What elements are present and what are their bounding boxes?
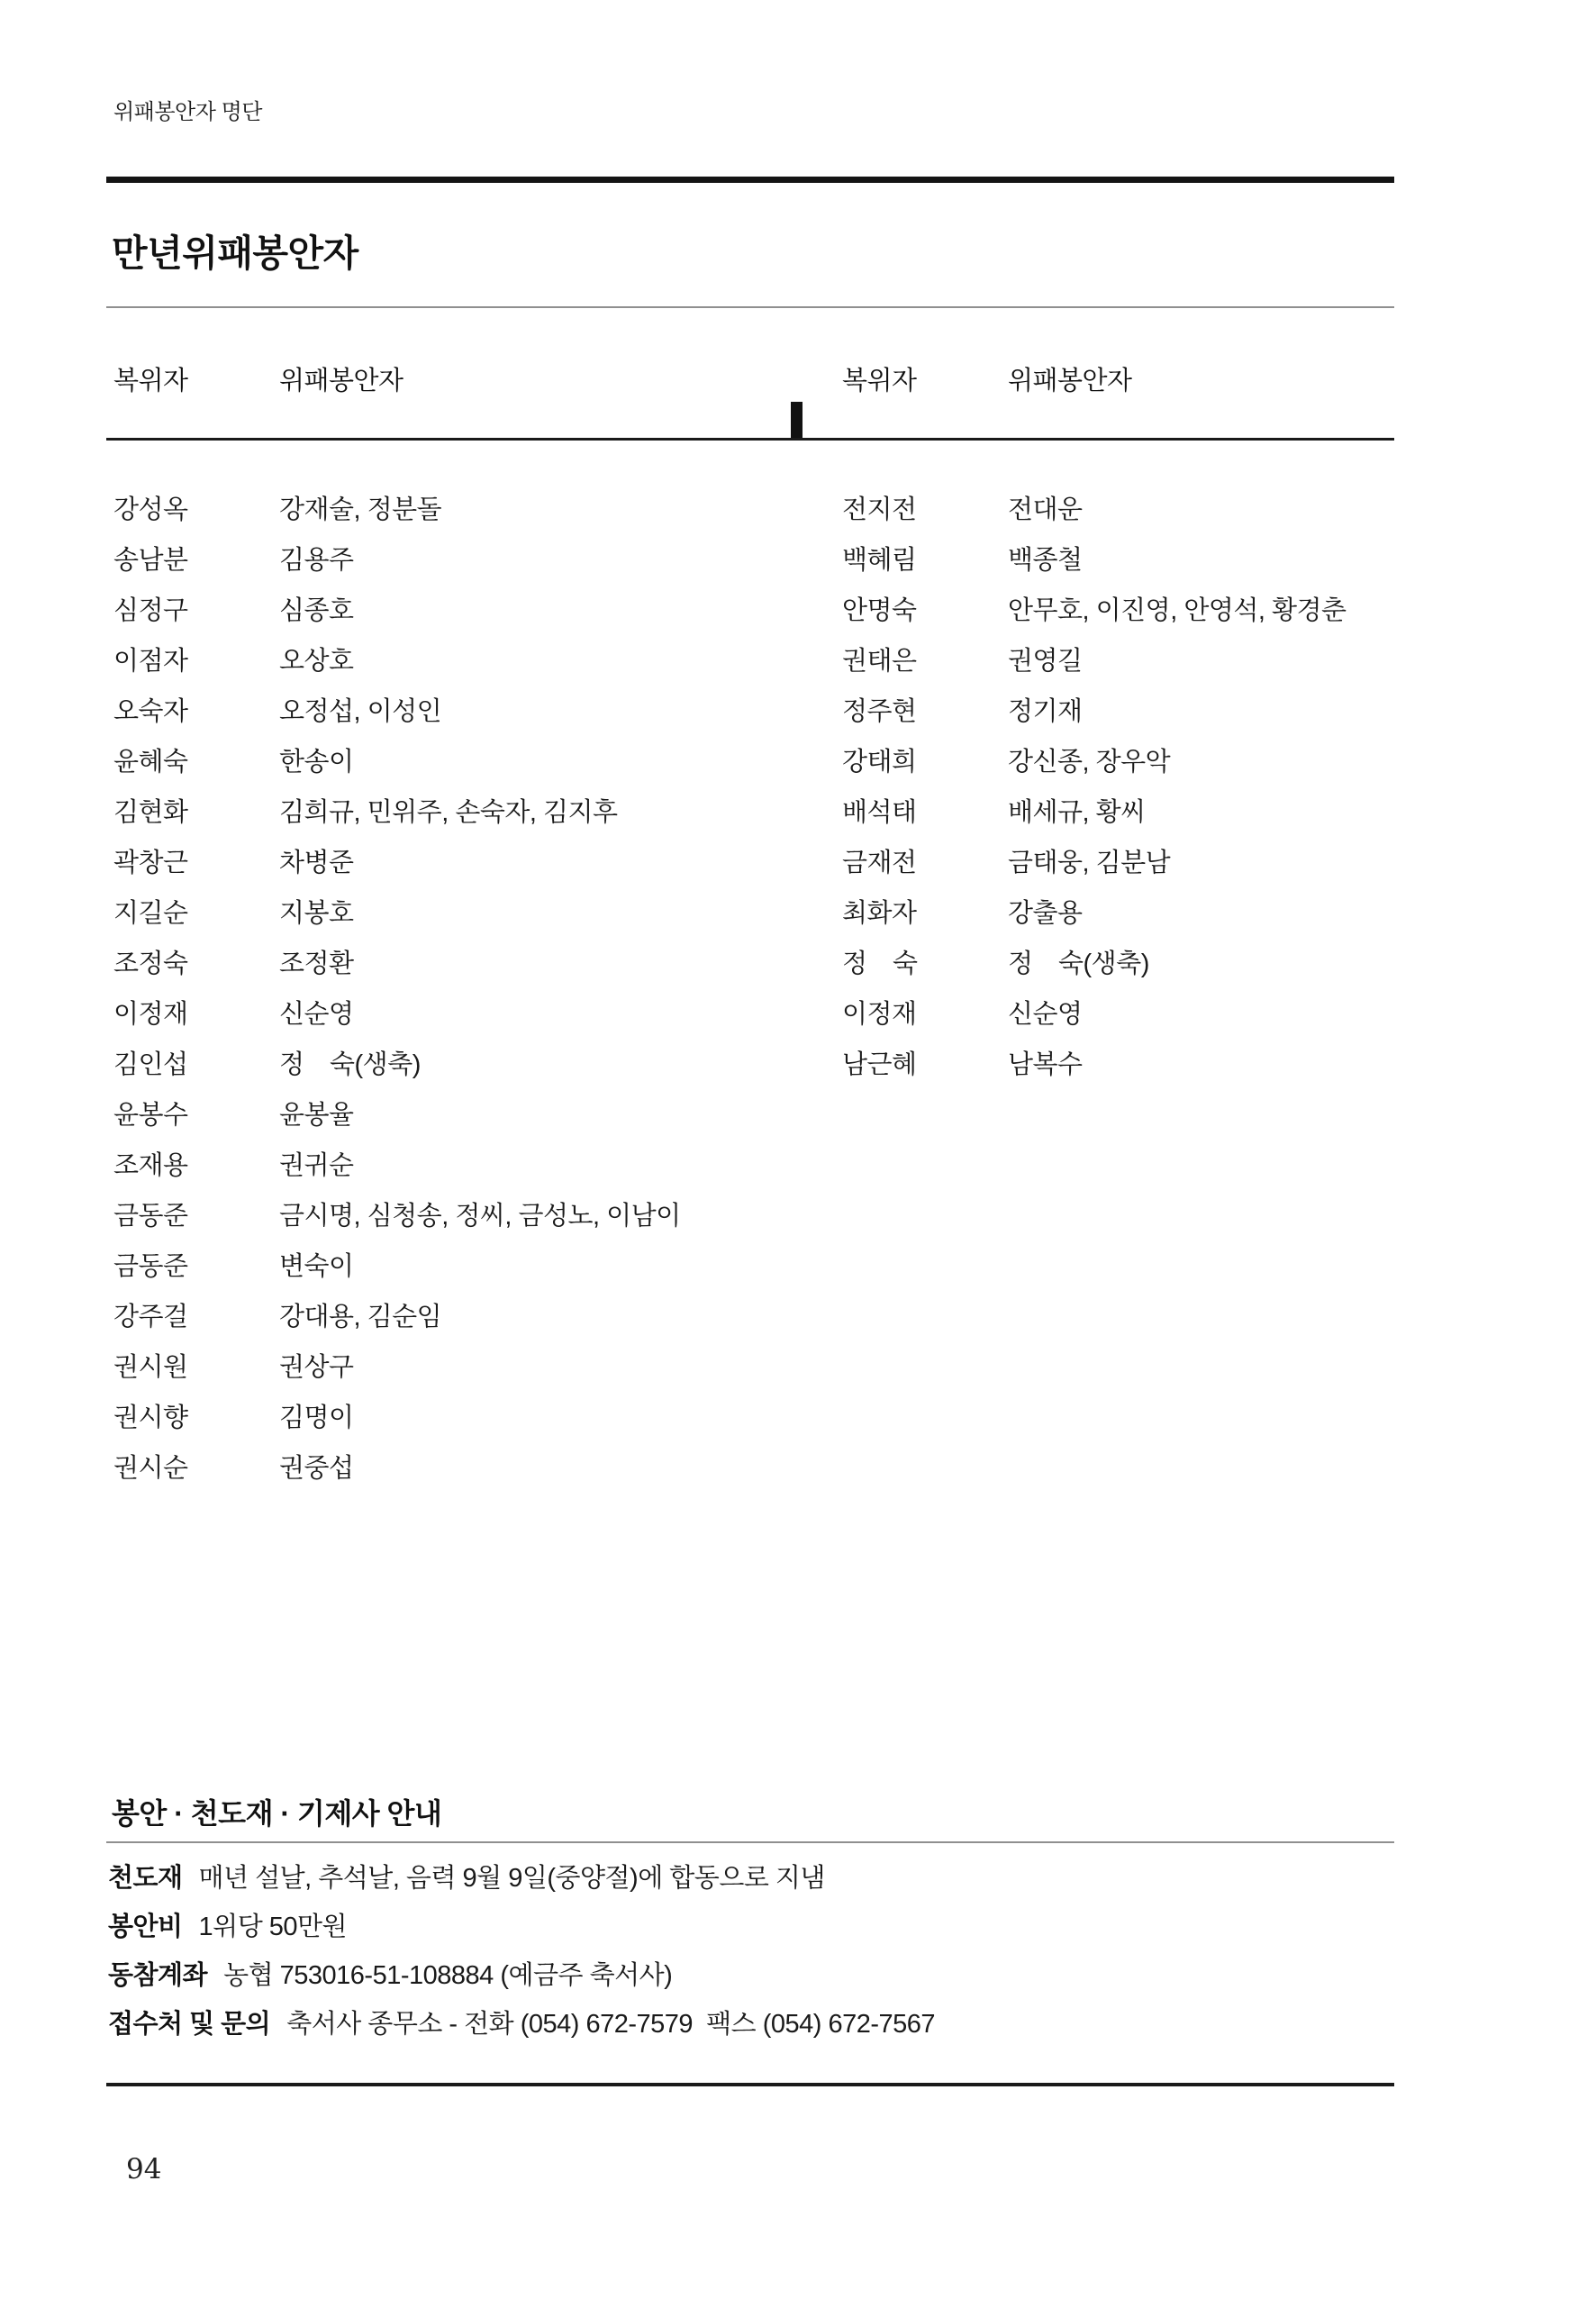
enshrined-names: 김희규, 민위주, 손숙자, 김지후 (279, 798, 618, 827)
top-rule (106, 177, 1394, 183)
enshrined-names: 남복수 (1008, 1050, 1083, 1079)
enshrined-names: 정기재 (1008, 697, 1083, 726)
notice-title: 봉안 · 천도재 · 기제사 안내 (112, 1797, 442, 1830)
sponsor-name: 배석태 (842, 798, 917, 827)
enshrined-names: 강출용 (1008, 899, 1083, 928)
sponsor-name: 오숙자 (113, 697, 188, 726)
table-row (842, 939, 1347, 989)
table-row (113, 1443, 681, 1494)
section-title: 만년위패봉안자 (112, 232, 358, 274)
sponsor-name: 백혜림 (842, 546, 917, 575)
table-row (113, 1342, 681, 1393)
enshrined-names: 백종철 (1008, 546, 1083, 575)
enshrined-names: 강대용, 김순임 (279, 1303, 442, 1331)
notice-item-text: 축서사 종무소 - 전화 (054) 672-7579 팩스 (054) 672-7567 (286, 2010, 936, 2039)
notice-item (108, 2000, 935, 2049)
enshrined-names: 지봉호 (279, 899, 354, 928)
sponsor-name: 김현화 (113, 798, 188, 827)
table-row (842, 989, 1347, 1040)
notice-item-label: 접수처 및 문의 (108, 2010, 271, 2039)
name-list-right-column (842, 485, 1347, 1090)
sponsor-name: 권시원 (113, 1353, 188, 1382)
enshrined-column-header: 위패봉안자 (279, 367, 404, 395)
enshrined-names: 오정섭, 이성인 (279, 697, 442, 726)
enshrined-names: 변숙이 (279, 1252, 354, 1281)
sponsor-name: 이정재 (113, 1000, 188, 1029)
notice-lines (108, 1854, 935, 2049)
table-row (113, 888, 681, 939)
sponsor-name: 금동준 (113, 1202, 188, 1231)
enshrined-names: 강신종, 장우악 (1008, 748, 1171, 777)
table-row (842, 838, 1347, 888)
sponsor-name: 강태희 (842, 748, 917, 777)
sponsor-name: 금동준 (113, 1252, 188, 1281)
notice-item-label: 동참계좌 (108, 1961, 208, 1990)
sponsor-name: 이정재 (842, 1000, 917, 1029)
notice-item-label: 봉안비 (108, 1913, 183, 1941)
column-header-right (842, 360, 1132, 397)
enshrined-names: 권귀순 (279, 1151, 354, 1180)
enshrined-names: 오상호 (279, 647, 354, 676)
table-row (113, 1393, 681, 1443)
sponsor-column-header: 복위자 (113, 367, 188, 395)
sponsor-column-header: 복위자 (842, 367, 917, 395)
column-header-left (113, 360, 404, 397)
enshrined-names: 차병준 (279, 849, 354, 877)
enshrined-names: 심종호 (279, 596, 354, 625)
column-divider-tick (791, 402, 803, 438)
enshrined-names: 정 숙(생축) (1008, 950, 1149, 978)
table-row (113, 838, 681, 888)
sponsor-name: 강성옥 (113, 495, 188, 524)
table-row (842, 737, 1347, 787)
notice-item (108, 1903, 935, 1951)
table-row (113, 586, 681, 636)
enshrined-names: 신순영 (1008, 1000, 1083, 1029)
enshrined-names: 전대운 (1008, 495, 1083, 524)
sponsor-name: 권태은 (842, 647, 917, 676)
sponsor-name: 윤봉수 (113, 1101, 188, 1130)
table-row (842, 1040, 1347, 1090)
table-row (113, 1292, 681, 1342)
notice-item-text: 농협 753016-51-108884 (예금주 축서사) (223, 1961, 673, 1990)
notice-item-label: 천도재 (108, 1864, 183, 1893)
table-row (842, 586, 1347, 636)
sponsor-name: 정주현 (842, 697, 917, 726)
enshrined-names: 안무호, 이진영, 안영석, 황경춘 (1008, 596, 1347, 625)
page-number: 94 (126, 2153, 162, 2185)
sponsor-name: 송남분 (113, 546, 188, 575)
table-row (113, 686, 681, 737)
enshrined-names: 권영길 (1008, 647, 1083, 676)
table-row (842, 485, 1347, 535)
name-list-left-column (113, 485, 681, 1494)
enshrined-names: 권상구 (279, 1353, 354, 1382)
table-row (842, 686, 1347, 737)
sponsor-name: 남근혜 (842, 1050, 917, 1079)
table-row (113, 485, 681, 535)
enshrined-names: 신순영 (279, 1000, 354, 1029)
sponsor-name: 정 숙 (842, 950, 918, 978)
notice-item-text: 매년 설날, 추석날, 음력 9월 9일(중양절)에 합동으로 지냄 (198, 1864, 825, 1893)
sponsor-name: 전지전 (842, 495, 917, 524)
sponsor-name: 안명숙 (842, 596, 917, 625)
sponsor-name: 이점자 (113, 647, 188, 676)
table-row (113, 1140, 681, 1191)
sponsor-name: 강주걸 (113, 1303, 188, 1331)
notice-item-text: 1위당 50만원 (198, 1913, 348, 1941)
enshrined-names: 한송이 (279, 748, 354, 777)
table-row (113, 1090, 681, 1140)
sponsor-name: 권시순 (113, 1454, 188, 1483)
bottom-rule (106, 2083, 1394, 2086)
notice-title-rule (106, 1841, 1394, 1843)
sponsor-name: 조재용 (113, 1151, 188, 1180)
enshrined-names: 윤봉율 (279, 1101, 354, 1130)
table-row (113, 787, 681, 838)
enshrined-names: 권중섭 (279, 1454, 354, 1483)
table-row (113, 1241, 681, 1292)
enshrined-names: 금태웅, 김분남 (1008, 849, 1171, 877)
table-row (113, 989, 681, 1040)
table-row (113, 939, 681, 989)
enshrined-names: 배세규, 황씨 (1008, 798, 1146, 827)
enshrined-column-header: 위패봉안자 (1008, 367, 1132, 395)
enshrined-names: 김명이 (279, 1404, 354, 1432)
enshrined-names: 조정환 (279, 950, 354, 978)
table-row (842, 787, 1347, 838)
table-row (842, 636, 1347, 686)
enshrined-names: 강재술, 정분돌 (279, 495, 442, 524)
sponsor-name: 윤혜숙 (113, 748, 188, 777)
sponsor-name: 최화자 (842, 899, 917, 928)
table-row (113, 737, 681, 787)
enshrined-names: 금시명, 심청송, 정씨, 금성노, 이남이 (279, 1202, 681, 1231)
running-header: 위패봉안자 명단 (113, 100, 262, 124)
table-row (113, 636, 681, 686)
enshrined-names: 정 숙(생축) (279, 1050, 421, 1079)
notice-item (108, 1854, 935, 1903)
sponsor-name: 권시향 (113, 1404, 188, 1432)
table-row (113, 1040, 681, 1090)
sponsor-name: 심정구 (113, 596, 188, 625)
table-row (113, 1191, 681, 1241)
sponsor-name: 지길순 (113, 899, 188, 928)
sponsor-name: 조정숙 (113, 950, 188, 978)
enshrined-names: 김용주 (279, 546, 354, 575)
notice-item (108, 1951, 935, 2000)
table-row (113, 535, 681, 586)
column-header-rule (106, 438, 1394, 441)
table-row (842, 888, 1347, 939)
section-title-rule (106, 306, 1394, 308)
sponsor-name: 금재전 (842, 849, 917, 877)
sponsor-name: 곽창근 (113, 849, 188, 877)
table-row (842, 535, 1347, 586)
sponsor-name: 김인섭 (113, 1050, 188, 1079)
